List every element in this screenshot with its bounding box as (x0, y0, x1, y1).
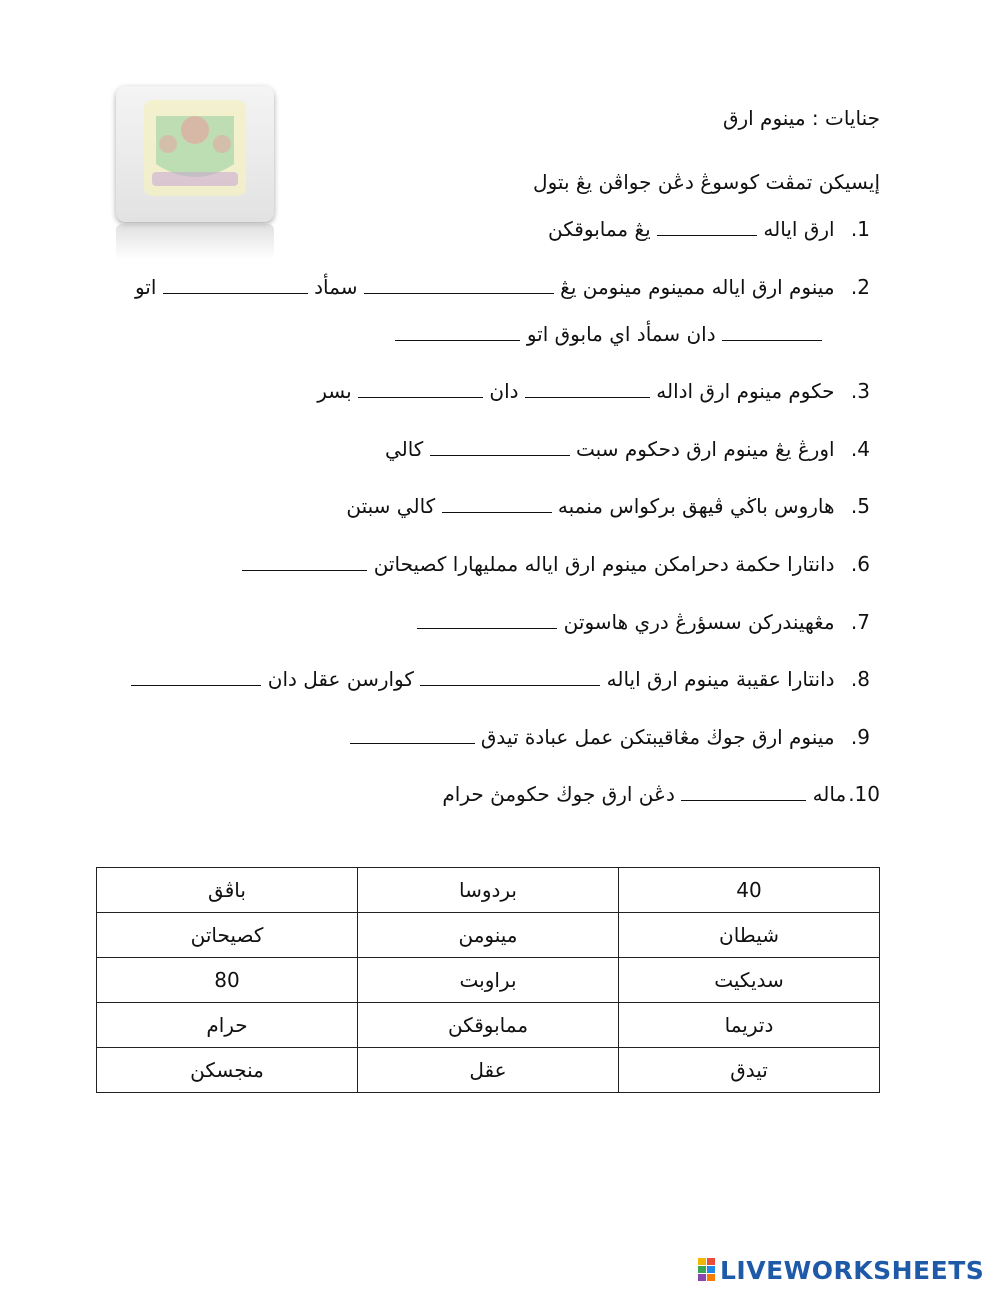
school-logo (116, 86, 274, 222)
question-text: اورڠ يڠ مينوم ارق دحكوم سبت (576, 437, 835, 461)
crest-icon (116, 86, 274, 222)
word-cell: 80 (97, 958, 358, 1003)
question-text: دانتارا عقيبة مينوم ارق اياله (606, 667, 835, 691)
question-text: دان (489, 379, 519, 403)
word-cell: منجسكن (97, 1048, 358, 1093)
question-text: بسر (317, 379, 352, 403)
question-5 (346, 494, 870, 518)
worksheet-instruction: إيسيكن تمڤت كوسوڠ دڠن جواڤن يڠ بتول (533, 170, 880, 194)
table-row (97, 868, 880, 913)
answer-blank[interactable] (358, 383, 483, 398)
worksheet-title: جنايات : مينوم ارق (722, 106, 880, 130)
question-text: مڠهيندركن سسؤرڠ دري هاسوتن (563, 610, 835, 634)
question-text: كالي (384, 437, 424, 461)
question-number: 7. (850, 610, 870, 634)
question-8 (131, 667, 870, 691)
question-2 (135, 275, 870, 299)
answer-blank[interactable] (131, 671, 261, 686)
question-number: 5. (850, 494, 870, 518)
question-text: دانتارا حكمة دحرامكن مينوم ارق اياله مملیهارا كصيحاتن (373, 552, 835, 576)
question-text: سمأد (314, 275, 358, 299)
question-text: دڠن ارق جوڬ حكومڽ حرام (442, 782, 675, 806)
question-text: اتو (134, 275, 157, 299)
word-cell: بردوسا (358, 868, 619, 913)
question-1 (548, 217, 870, 241)
word-cell: براوبت (358, 958, 619, 1003)
answer-blank[interactable] (657, 221, 757, 236)
word-cell: باڤق (97, 868, 358, 913)
question-number: 3. (850, 379, 870, 403)
question-2-continued (395, 322, 822, 346)
word-bank-table (96, 867, 880, 1093)
answer-blank[interactable] (364, 279, 554, 294)
table-row (97, 913, 880, 958)
table-row (97, 1048, 880, 1093)
question-6 (242, 552, 870, 576)
answer-blank[interactable] (681, 786, 806, 801)
question-number: 8. (850, 667, 870, 691)
word-cell: حرام (97, 1003, 358, 1048)
table-row (97, 1003, 880, 1048)
word-cell: دتريما (619, 1003, 880, 1048)
word-cell: عقل (358, 1048, 619, 1093)
answer-blank[interactable] (163, 279, 308, 294)
question-text: يڠ ممابوقكن (548, 217, 651, 241)
question-text: هاروس باڬي ڤيهق بركواس منمبه (557, 494, 835, 518)
table-row (97, 958, 880, 1003)
question-10 (442, 782, 880, 806)
question-number: 4. (850, 437, 870, 461)
question-text: مينوم ارق اياله ممينوم مينومن يڠ (560, 275, 835, 299)
question-text: ارق اياله (763, 217, 835, 241)
answer-blank[interactable] (350, 729, 475, 744)
question-4 (385, 437, 870, 461)
answer-blank[interactable] (242, 556, 367, 571)
question-3 (317, 379, 870, 403)
word-cell: مينومن (358, 913, 619, 958)
answer-blank[interactable] (417, 614, 557, 629)
word-cell: شيطان (619, 913, 880, 958)
word-cell: 40 (619, 868, 880, 913)
question-7 (417, 610, 870, 634)
question-text: دان سمأد اي مابوق اتو (526, 322, 716, 346)
word-cell: ممابوقكن (358, 1003, 619, 1048)
question-text: مينوم ارق جوڬ مڠاقيبتكن عمل عبادة تيدق (480, 725, 835, 749)
answer-blank[interactable] (395, 326, 520, 341)
word-cell: تيدق (619, 1048, 880, 1093)
answer-blank[interactable] (420, 671, 600, 686)
question-text: كالي سبتن (346, 494, 436, 518)
question-text: ماله (812, 782, 847, 806)
question-number: 6. (850, 552, 870, 576)
question-text: كوارسن عقل دان (267, 667, 414, 691)
word-cell: سديكيت (619, 958, 880, 1003)
liveworksheets-logo-icon (698, 1258, 716, 1282)
answer-blank[interactable] (525, 383, 650, 398)
logo-reflection (116, 224, 274, 260)
question-number: 1. (850, 217, 870, 241)
question-9 (350, 725, 870, 749)
answer-blank[interactable] (442, 498, 552, 513)
word-cell: كصيحاتن (97, 913, 358, 958)
question-text: حكوم مينوم ارق اداله (656, 379, 835, 403)
question-number: 2. (850, 275, 870, 299)
liveworksheets-brand[interactable]: LIVEWORKSHEETS (720, 1256, 985, 1285)
question-number: 10. (848, 782, 880, 806)
question-number: 9. (850, 725, 870, 749)
answer-blank[interactable] (722, 326, 822, 341)
answer-blank[interactable] (430, 441, 570, 456)
